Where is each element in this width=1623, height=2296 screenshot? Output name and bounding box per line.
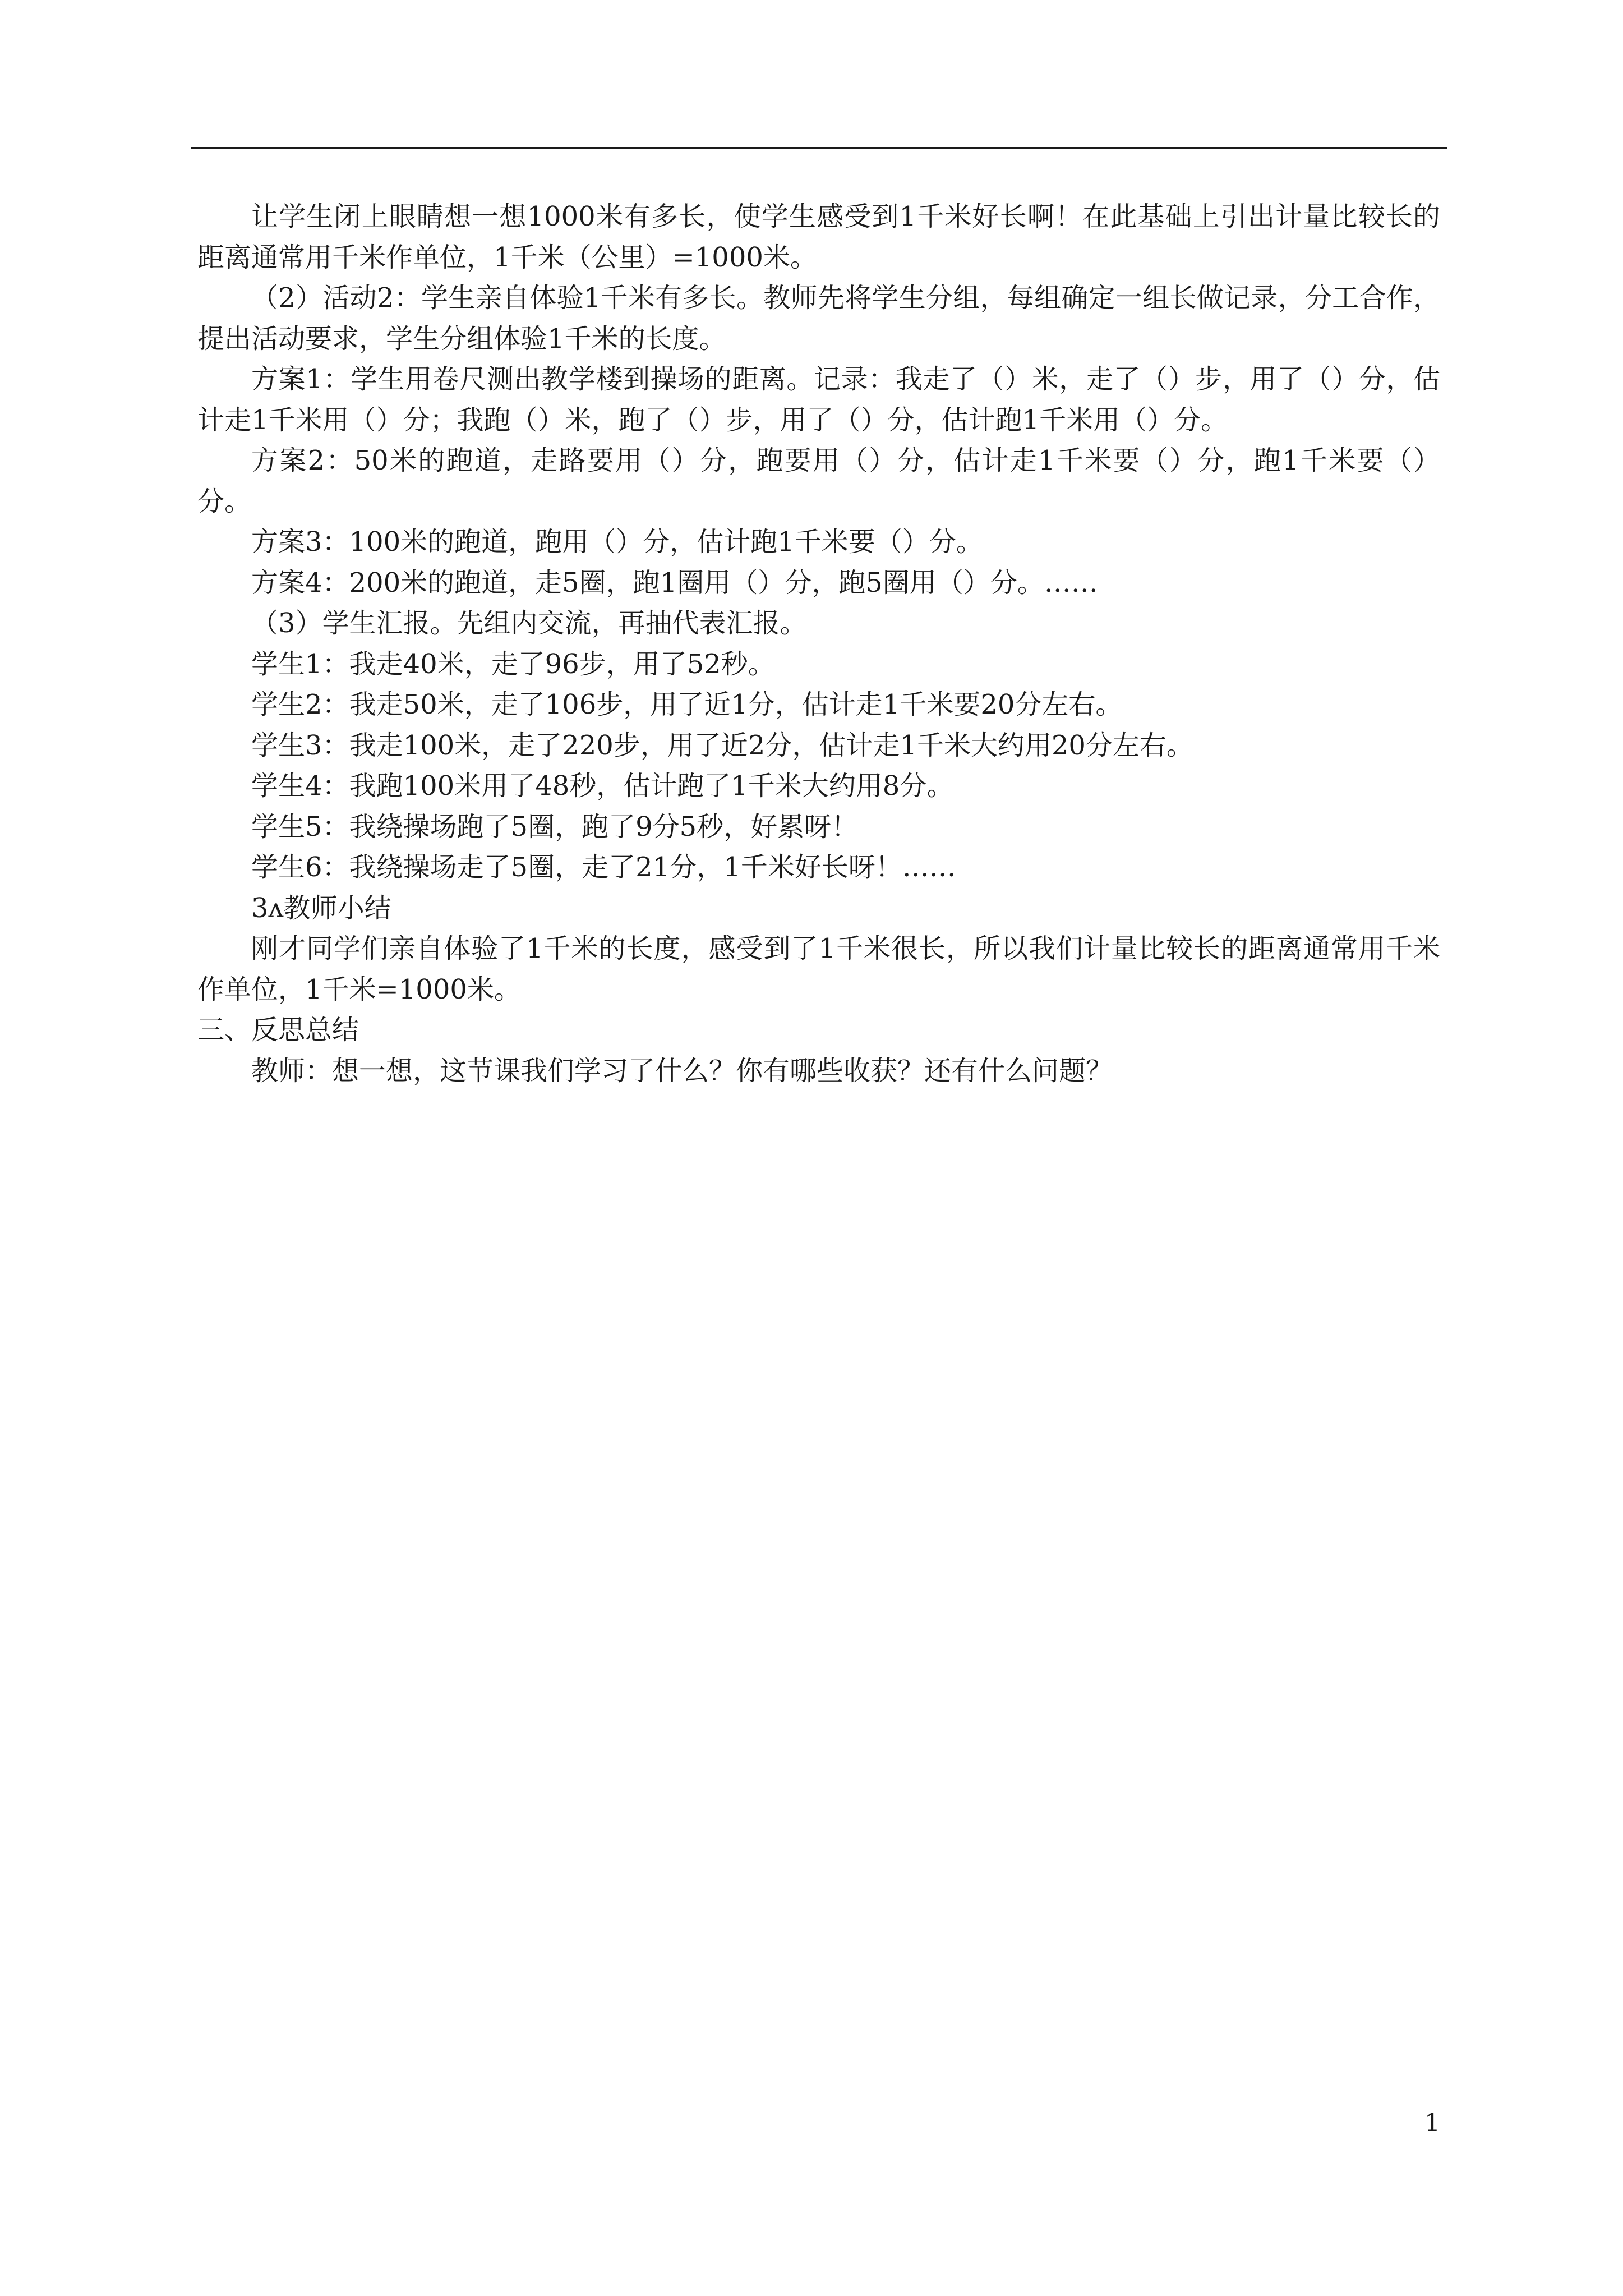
- paragraph-student-1: 学生1：我走40米，走了96步，用了52秒。: [251, 648, 775, 680]
- paragraph-intro: 让学生闭上眼睛想一想1000米有多长，使学生感受到1千米好长啊！在此基础上引出计量比较长的距离通常用千米作单位，1千米（公里）=1000米。: [197, 201, 1440, 273]
- section-heading-reflection: 三、反思总结: [197, 1014, 359, 1046]
- document-body: [197, 196, 1440, 1091]
- paragraph-plan-4: 方案4：200米的跑道，走5圈，跑1圈用（）分，跑5圈用（）分。……: [251, 567, 1098, 599]
- paragraph-student-3: 学生3：我走100米，走了220步，用了近2分，估计走1千米大约用20分左右。: [251, 729, 1193, 761]
- header-rule: [191, 147, 1447, 149]
- paragraph-student-5: 学生5：我绕操场跑了5圈，跑了9分5秒，好累呀！: [251, 811, 859, 843]
- paragraph-student-2: 学生2：我走50米，走了106步，用了近1分，估计走1千米要20分左右。: [251, 689, 1123, 720]
- paragraph-teacher-question: 教师：想一想，这节课我们学习了什么？你有哪些收获？还有什么问题？: [251, 1055, 1113, 1087]
- paragraph-student-6: 学生6：我绕操场走了5圈，走了21分，1千米好长呀！……: [251, 852, 956, 883]
- paragraph-student-report: （3）学生汇报。先组内交流，再抽代表汇报。: [251, 608, 807, 639]
- paragraph-plan-2: 方案2：50米的跑道，走路要用（）分，跑要用（）分，估计走1千米要（）分，跑1千米要（）分。: [197, 445, 1440, 517]
- paragraph-teacher-summary: 刚才同学们亲自体验了1千米的长度，感受到了1千米很长，所以我们计量比较长的距离通常用千米作单位，1千米=1000米。: [197, 933, 1440, 1005]
- paragraph-activity-2: （2）活动2：学生亲自体验1千米有多长。教师先将学生分组，每组确定一组长做记录，分工合作，提出活动要求，学生分组体验1千米的长度。: [197, 282, 1440, 355]
- page-number: 1: [1424, 2109, 1440, 2137]
- paragraph-plan-3: 方案3：100米的跑道，跑用（）分，估计跑1千米要（）分。: [251, 526, 983, 558]
- paragraph-teacher-summary-heading: 3ʌ教师小结: [251, 892, 391, 924]
- paragraph-student-4: 学生4：我跑100米用了48秒，估计跑了1千米大约用8分。: [251, 770, 954, 802]
- paragraph-plan-1: 方案1：学生用卷尺测出教学楼到操场的距离。记录：我走了（）米，走了（）步，用了（）分，估计走1千米用（）分；我跑（）米，跑了（）步，用了（）分，估计跑1千米用（）分。: [197, 364, 1440, 436]
